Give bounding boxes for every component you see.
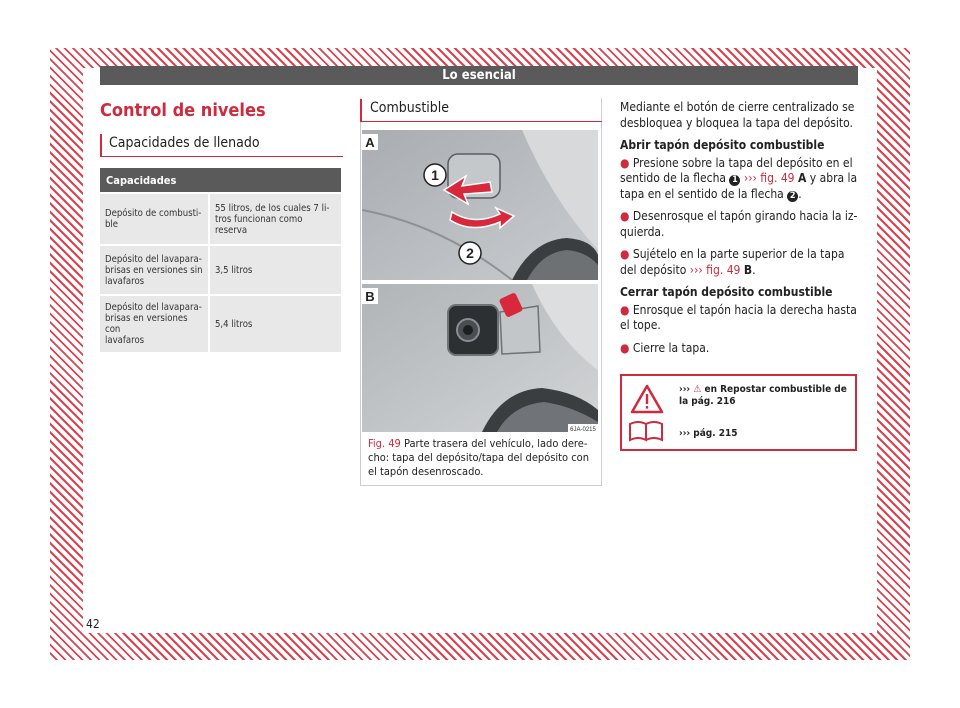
bullet-icon: ●	[620, 340, 630, 355]
page-header: Lo esencial	[100, 66, 858, 85]
capacities-table	[100, 168, 341, 352]
figure-link[interactable]: ››› fig. 49	[689, 262, 741, 277]
figure-link[interactable]: ››› fig. 49	[743, 171, 795, 185]
row-label: Depósito de combusti- ble	[100, 193, 209, 245]
subheading-box	[100, 134, 343, 157]
fuel-cap-figure	[362, 130, 598, 432]
bullet-icon: ●	[620, 209, 630, 223]
column-title-box	[360, 99, 602, 122]
caption-label: Fig. 49	[368, 437, 401, 450]
open-heading: Abrir tapón depósito combustible	[620, 138, 825, 152]
row-label: Depósito del lavapara- brisas en versiones con lavafaros	[100, 295, 209, 352]
panel-a-label: A	[365, 135, 375, 150]
figure-caption	[368, 437, 594, 479]
callout-1-label: 1	[431, 167, 439, 183]
row-label: Depósito del lavapara- brisas en versiones sin lavafaros	[100, 245, 209, 295]
page-number: 42	[86, 617, 100, 631]
section-title: Control de niveles	[100, 100, 266, 121]
panel-b-label: B	[365, 289, 375, 304]
table-row	[100, 295, 341, 352]
bullet-icon: ●	[620, 155, 630, 170]
table-row	[100, 245, 341, 295]
figure-code: 6JA-0215	[570, 427, 596, 432]
intro-text: Mediante el botón de cierre centralizado se desbloquea y bloquea la tapa del depósito.	[620, 100, 855, 130]
column-title: Combustible	[370, 100, 450, 116]
book-note-icon	[628, 420, 666, 442]
close-step-2: ● Cierre la tapa.	[620, 340, 710, 355]
small-warning-icon: ⚠	[693, 384, 702, 395]
row-value: 5,4 litros	[209, 295, 341, 352]
close-heading: Cerrar tapón depósito combustible	[620, 285, 833, 299]
warning-reference[interactable]: ››› ⚠ en Repostar combustible de la pág. 216	[679, 384, 847, 407]
step-number-icon: 1	[729, 175, 740, 186]
bullet-icon: ●	[620, 302, 630, 317]
bullet-icon: ●	[620, 247, 630, 261]
open-step-2: ● Desenrosque el tapón girando hacia la iz-quierda.	[620, 209, 858, 239]
row-value: 3,5 litros	[209, 245, 341, 295]
caption-text: Parte trasera del vehículo, lado dere- cho: tapa del depósito/tapa del depósito con el tapón desenroscado.	[368, 437, 589, 478]
page-reference[interactable]: ››› pág. 215	[679, 428, 738, 439]
table-header: Capacidades	[100, 168, 341, 193]
step-number-icon: 2	[787, 191, 798, 202]
callout-2-label: 2	[466, 245, 474, 261]
table-row	[100, 193, 341, 245]
close-step-1: ● Enrosque el tapón hacia la derecha hasta el tope.	[620, 302, 857, 332]
open-step-3: ● Sujételo en la parte superior de la tapa del depósito ››› fig. 49 B.	[620, 247, 845, 277]
open-step-1: ● Presione sobre la tapa del depósito en el sentido de la flecha 1 ››› fig. 49 A y abra la tapa en el sentido de la flecha 2 .	[620, 155, 858, 201]
instructions-column	[620, 100, 862, 363]
subheading: Capacidades de llenado	[109, 135, 260, 151]
row-value: 55 litros, de los cuales 7 li- tros funcionan como reserva	[209, 193, 341, 245]
warning-box	[620, 374, 857, 451]
warning-triangle-icon	[630, 384, 664, 414]
